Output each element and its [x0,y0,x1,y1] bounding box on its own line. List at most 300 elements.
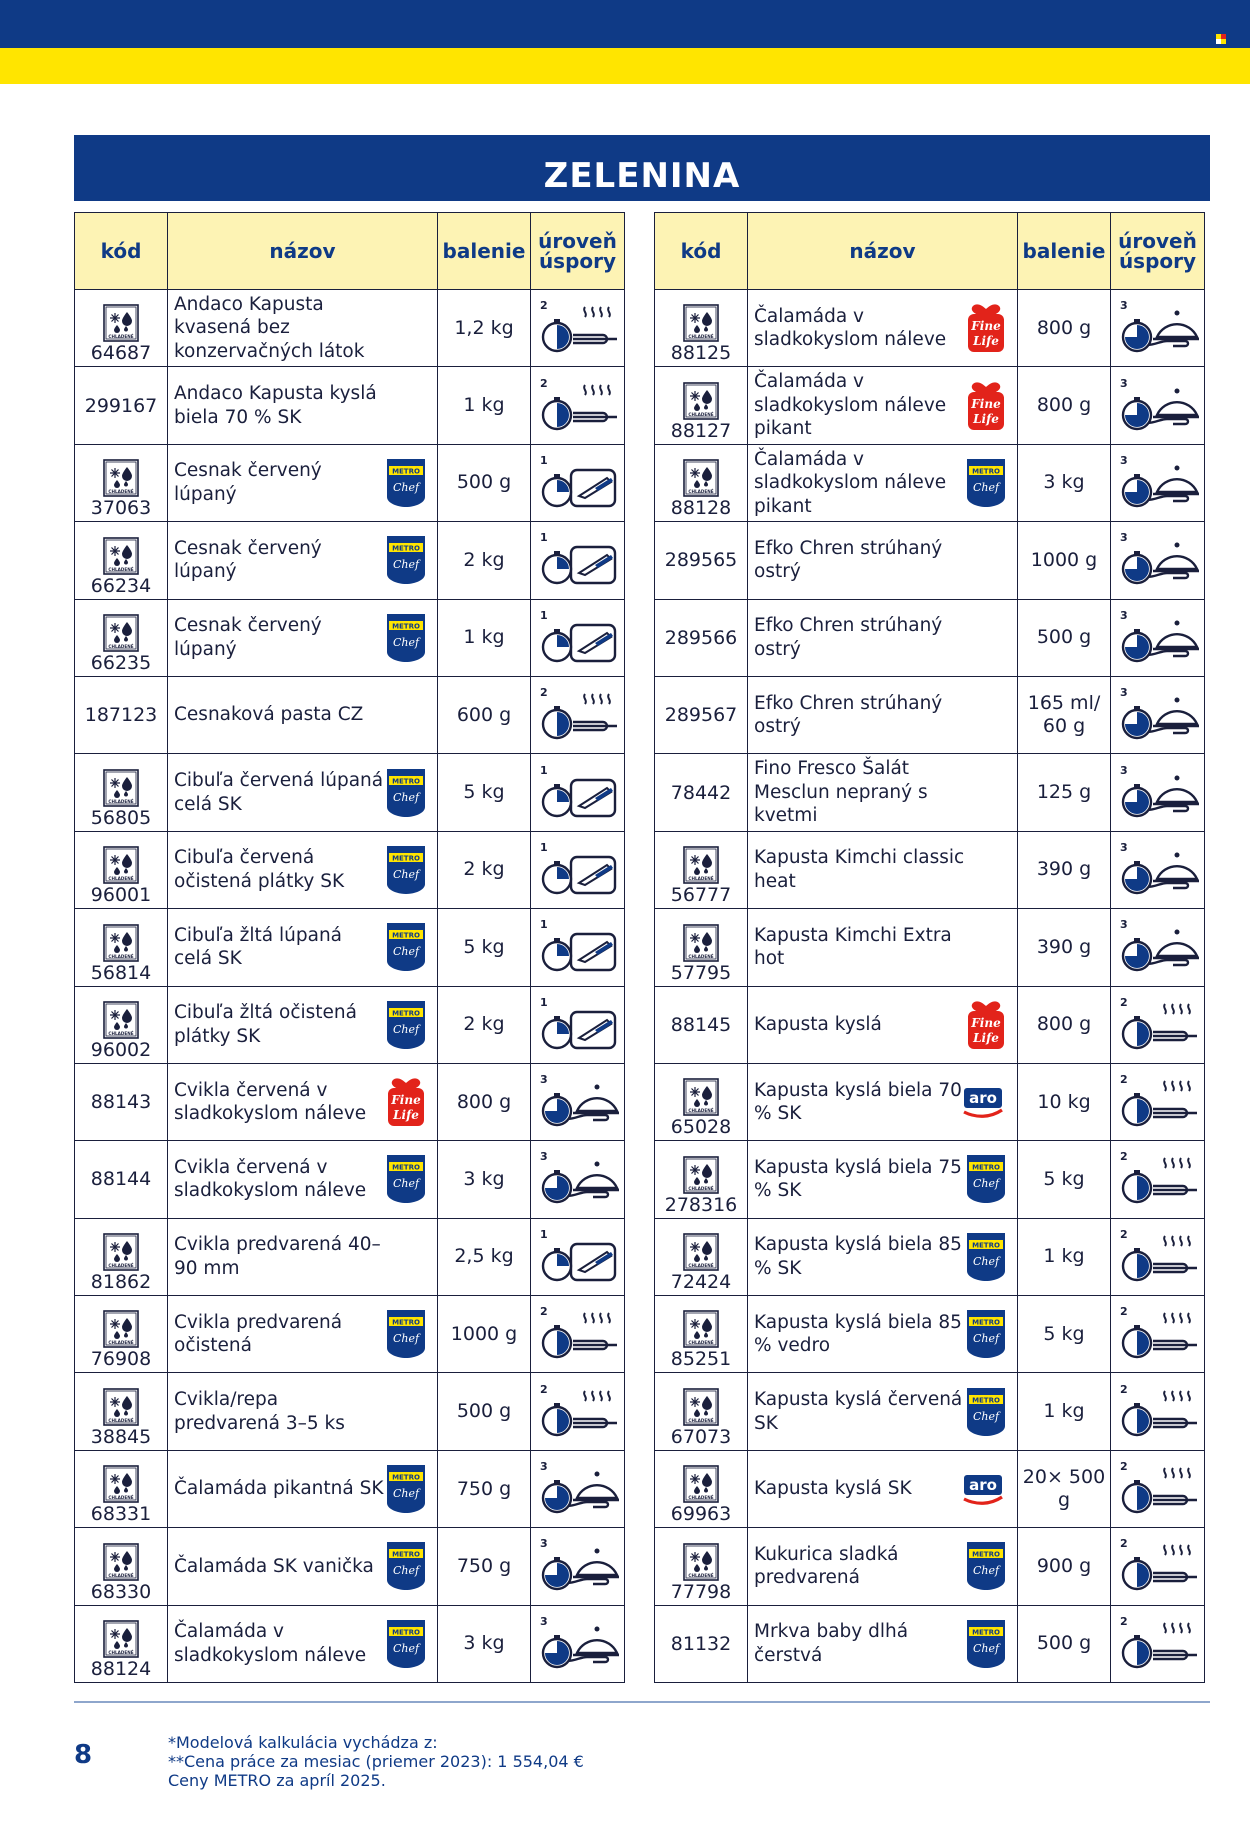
svg-text:METRO: METRO [392,854,420,863]
savings-level-cell [1111,1296,1205,1373]
savings-level-cell [531,522,625,599]
product-code: 37063 [90,497,152,520]
svg-text:2: 2 [1119,1382,1128,1396]
product-name-cell [168,367,438,444]
product-pack: 800 g [1018,986,1111,1063]
savings-level-2-icon [537,375,619,437]
chilled-icon [683,1310,719,1348]
savings-level-1-icon [537,529,619,591]
savings-level-cell [531,1605,625,1682]
metro-chef-logo [385,999,427,1051]
product-name-cell [748,676,1018,753]
svg-text:Fine: Fine [971,396,1001,411]
product-code: 66235 [90,651,152,674]
savings-level-3-icon [1117,452,1199,514]
svg-text:1: 1 [539,1227,548,1241]
savings-level-2-icon [537,1381,619,1443]
top-banner-blue [0,0,1250,48]
footer-divider [74,1701,1210,1703]
savings-level-cell [1111,986,1205,1063]
savings-level-3-icon [537,1148,619,1210]
table-row [75,1296,625,1373]
svg-text:3: 3 [1119,608,1128,622]
product-name-cell [168,1528,438,1605]
table-row [655,1450,1205,1527]
product-code-cell [655,1063,748,1140]
svg-text:Chef: Chef [392,1641,420,1655]
savings-level-cell [1111,367,1205,444]
savings-level-cell [1111,1063,1205,1140]
product-code: 187123 [84,704,158,727]
table-row [655,1373,1205,1450]
chilled-icon [103,1543,139,1581]
svg-text:1: 1 [539,763,548,777]
savings-level-1-icon [537,839,619,901]
section-title: ZELENINA [74,135,1210,201]
product-name-cell [748,599,1018,676]
product-table-left [74,212,625,1683]
savings-level-cell [1111,444,1205,521]
savings-level-2-icon [1117,1303,1199,1365]
metro-chef-logo [385,844,427,896]
svg-text:Chef: Chef [392,945,420,959]
product-name: Kapusta Kimchi classic heat [754,847,965,892]
table-row [75,290,625,367]
header-code: kód [75,213,168,290]
product-name: Kapusta Kimchi Extra hot [754,924,952,970]
header-pack: balenie [1018,213,1111,290]
savings-level-cell [531,1450,625,1527]
product-pack: 800 g [438,1063,531,1140]
savings-level-3-icon [1117,529,1199,591]
product-name-cell [168,831,438,908]
product-code: 56814 [90,961,152,984]
savings-level-cell [531,831,625,908]
product-name: Kukurica sladká predvarená [754,1543,899,1589]
product-pack: 125 g [1018,754,1111,831]
product-pack: 600 g [438,676,531,753]
product-name: Cvikla červená v sladkokyslom náleve [174,1079,367,1125]
product-name-cell [748,1218,1018,1295]
savings-level-2-icon [537,1303,619,1365]
svg-text:2: 2 [1119,1227,1128,1241]
table-row [75,831,625,908]
header-pack: balenie [438,213,531,290]
savings-level-1-icon [537,607,619,669]
svg-text:1: 1 [539,995,548,1009]
product-code: 88128 [670,497,732,520]
svg-text:3: 3 [1119,376,1128,390]
product-name-cell [168,444,438,521]
savings-level-cell [531,367,625,444]
svg-text:Chef: Chef [392,480,420,494]
svg-text:3: 3 [1119,299,1128,313]
product-pack: 750 g [438,1450,531,1527]
product-name-cell [748,754,1018,831]
table-row [75,1450,625,1527]
chilled-icon [103,1465,139,1503]
product-code-cell [655,754,748,831]
header-level: úroveň úspory [1111,213,1205,290]
table-row [75,1373,625,1450]
savings-level-cell [531,986,625,1063]
product-code-cell [75,290,168,367]
svg-text:CHLADENÉ: CHLADENÉ [108,566,134,572]
product-name-cell [168,1218,438,1295]
savings-level-2-icon [1117,1071,1199,1133]
svg-text:CHLADENÉ: CHLADENÉ [688,411,714,417]
svg-text:METRO: METRO [972,1396,1000,1405]
product-name-cell [168,1605,438,1682]
svg-text:CHLADENÉ: CHLADENÉ [688,334,714,340]
table-row [75,1528,625,1605]
product-pack: 1 kg [1018,1218,1111,1295]
savings-level-cell [1111,1605,1205,1682]
metro-chef-logo [385,457,427,509]
product-name: Cesnak červený lúpaný [174,460,322,505]
product-code-cell [655,909,748,986]
product-code-cell [655,1218,748,1295]
product-name: Čalamáda pikantná SK [174,1478,384,1500]
product-name: Kapusta kyslá biela 85 % vedro [754,1311,962,1357]
product-name: Cesnaková pasta CZ [174,704,364,726]
product-code-cell [655,831,748,908]
savings-level-1-icon [537,994,619,1056]
savings-level-3-icon [537,1613,619,1675]
savings-level-2-icon [1117,1148,1199,1210]
footnote-3: Ceny METRO za apríl 2025. [168,1771,386,1790]
metro-chef-logo [965,1153,1007,1205]
savings-level-2-icon [537,297,619,359]
svg-text:CHLADENÉ: CHLADENÉ [688,1340,714,1346]
svg-text:3: 3 [1119,686,1128,700]
product-name-cell [748,909,1018,986]
product-code: 78442 [670,781,732,804]
savings-level-cell [1111,754,1205,831]
product-code: 66234 [90,574,152,597]
svg-text:CHLADENÉ: CHLADENÉ [688,876,714,882]
product-pack: 3 kg [1018,444,1111,521]
savings-level-cell [531,1141,625,1218]
product-name-cell [168,1450,438,1527]
product-code: 56805 [90,806,152,829]
aro-logo [955,1076,1011,1128]
chilled-icon [683,382,719,420]
svg-text:3: 3 [1119,840,1128,854]
product-name-cell [168,599,438,676]
svg-text:METRO: METRO [392,467,420,476]
product-code-cell [75,1063,168,1140]
product-code: 68331 [90,1503,152,1526]
product-name-cell [168,754,438,831]
svg-text:CHLADENÉ: CHLADENÉ [688,953,714,959]
svg-text:Chef: Chef [972,1332,1000,1346]
table-header-row [655,213,1205,290]
savings-level-cell [531,676,625,753]
table-row [655,1528,1205,1605]
product-pack: 2 kg [438,831,531,908]
product-code-cell [75,754,168,831]
savings-level-cell [1111,1450,1205,1527]
svg-text:2: 2 [1119,1537,1128,1551]
product-code-cell [655,290,748,367]
product-code: 38845 [90,1425,152,1448]
svg-text:CHLADENÉ: CHLADENÉ [108,798,134,804]
svg-text:Chef: Chef [392,635,420,649]
product-name: Čalamáda v sladkokyslom náleve [754,305,947,351]
svg-text:1: 1 [539,918,548,932]
product-name: Čalamáda v sladkokyslom náleve pikant [754,371,947,440]
svg-text:Fine: Fine [391,1093,421,1108]
svg-text:METRO: METRO [392,544,420,553]
product-pack: 1 kg [438,367,531,444]
svg-text:Chef: Chef [392,867,420,881]
aro-logo [955,1463,1011,1515]
svg-text:Chef: Chef [972,1409,1000,1423]
savings-level-1-icon [537,916,619,978]
product-name-cell [168,676,438,753]
product-name-cell [168,1296,438,1373]
product-name: Kapusta kyslá biela 85 % SK [754,1234,962,1279]
product-code-cell [655,1528,748,1605]
product-pack: 2,5 kg [438,1218,531,1295]
product-pack: 5 kg [1018,1141,1111,1218]
product-pack: 800 g [1018,367,1111,444]
savings-level-cell [1111,831,1205,908]
svg-text:2: 2 [1119,1073,1128,1087]
svg-text:CHLADENÉ: CHLADENÉ [108,1417,134,1423]
svg-text:METRO: METRO [972,1318,1000,1327]
product-code: 96001 [90,884,152,907]
product-name-cell [748,367,1018,444]
svg-text:CHLADENÉ: CHLADENÉ [108,1495,134,1501]
table-row [655,290,1205,367]
svg-text:CHLADENÉ: CHLADENÉ [688,1417,714,1423]
product-name-cell [168,522,438,599]
svg-text:Chef: Chef [392,1564,420,1578]
product-name-cell [748,1528,1018,1605]
table-row [655,754,1205,831]
product-code-cell [655,367,748,444]
product-name: Cibuľa žltá lúpaná celá SK [174,924,343,970]
product-name-cell [748,290,1018,367]
savings-level-cell [531,754,625,831]
product-code-cell [75,444,168,521]
svg-text:Chef: Chef [392,790,420,804]
header-code: kód [655,213,748,290]
svg-text:2: 2 [539,686,548,700]
chilled-icon [103,1233,139,1271]
product-code-cell [75,1605,168,1682]
svg-text:CHLADENÉ: CHLADENÉ [108,876,134,882]
chilled-icon [103,537,139,575]
svg-text:CHLADENÉ: CHLADENÉ [108,489,134,495]
table-row [75,367,625,444]
metro-chef-logo [385,1618,427,1670]
svg-text:METRO: METRO [392,931,420,940]
svg-text:aro: aro [969,1089,997,1108]
table-row [75,1605,625,1682]
product-name-cell [168,1141,438,1218]
product-code-cell [75,1450,168,1527]
metro-chef-logo [385,1463,427,1515]
product-name: Čalamáda v sladkokyslom náleve [174,1621,367,1666]
product-name: Efko Chren strúhaný ostrý [754,537,943,583]
svg-text:CHLADENÉ: CHLADENÉ [688,489,714,495]
svg-text:Chef: Chef [972,1641,1000,1655]
product-name: Kapusta kyslá červená SK [754,1389,963,1434]
product-code: 76908 [90,1348,152,1371]
product-pack: 3 kg [438,1605,531,1682]
product-code: 96002 [90,1038,152,1061]
chilled-icon [103,1310,139,1348]
svg-text:3: 3 [539,1614,548,1628]
product-name: Efko Chren strúhaný ostrý [754,692,943,738]
fine-life-logo [385,1076,427,1128]
metro-chef-logo [385,921,427,973]
svg-text:CHLADENÉ: CHLADENÉ [108,1572,134,1578]
product-name: Cibuľa červená očistená plátky SK [174,847,345,892]
svg-text:METRO: METRO [972,1628,1000,1637]
product-code: 65028 [670,1116,732,1139]
product-code: 64687 [90,342,152,365]
svg-text:Life: Life [973,411,999,426]
product-code-cell [655,599,748,676]
svg-text:CHLADENÉ: CHLADENÉ [108,643,134,649]
product-code: 88143 [90,1091,152,1114]
svg-text:METRO: METRO [392,622,420,631]
product-code-cell [75,676,168,753]
table-row [655,831,1205,908]
top-banner-yellow [0,48,1250,84]
product-code: 299167 [84,394,158,417]
chilled-icon [683,846,719,884]
chilled-icon [103,1001,139,1039]
svg-text:METRO: METRO [392,777,420,786]
product-name: Andaco Kapusta kvasená bez konzervačných látok [174,293,365,362]
product-code-cell [655,986,748,1063]
product-name: Cvikla/repa predvarená 3–5 ks [174,1389,345,1434]
product-name: Kapusta kyslá SK [754,1478,912,1500]
savings-level-3-icon [1117,607,1199,669]
product-code-cell [75,599,168,676]
svg-text:2: 2 [539,1382,548,1396]
chilled-icon [103,769,139,807]
savings-level-3-icon [1117,297,1199,359]
table-header-row [75,213,625,290]
svg-text:Life: Life [393,1108,419,1123]
product-pack: 1000 g [1018,522,1111,599]
savings-level-cell [531,290,625,367]
svg-text:Life: Life [973,334,999,349]
product-pack: 3 kg [438,1141,531,1218]
svg-text:Chef: Chef [972,1177,1000,1191]
savings-level-2-icon [1117,1613,1199,1675]
savings-level-cell [1111,1218,1205,1295]
metro-chef-logo [385,1308,427,1360]
table-row [655,522,1205,599]
table-row [75,522,625,599]
product-pack: 390 g [1018,831,1111,908]
product-code-cell [655,1141,748,1218]
product-code-cell [75,367,168,444]
product-name: Cesnak červený lúpaný [174,615,322,660]
product-code-cell [655,1373,748,1450]
savings-level-1-icon [537,762,619,824]
chilled-icon [683,1543,719,1581]
table-row [655,599,1205,676]
savings-level-cell [1111,522,1205,599]
svg-text:Chef: Chef [392,1177,420,1191]
svg-text:2: 2 [539,376,548,390]
product-name: Efko Chren strúhaný ostrý [754,615,943,660]
table-row [75,599,625,676]
product-pack: 500 g [438,444,531,521]
savings-level-cell [1111,290,1205,367]
svg-text:2: 2 [1119,1614,1128,1628]
fine-life-logo [965,302,1007,354]
product-code-cell [655,522,748,599]
svg-text:1: 1 [539,453,548,467]
product-name: Cibuľa červená lúpaná celá SK [174,770,384,815]
product-pack: 750 g [438,1528,531,1605]
product-name: Cvikla predvarená 40–90 mm [174,1234,381,1279]
page-number: 8 [74,1740,93,1770]
chilled-icon [683,1465,719,1503]
product-name-cell [168,1063,438,1140]
table-row [655,444,1205,521]
footnote-1: *Modelová kalkulácia vychádza z: [168,1733,438,1752]
savings-level-cell [1111,676,1205,753]
product-name-cell [748,522,1018,599]
product-code: 88125 [670,342,732,365]
product-code: 81132 [670,1632,732,1655]
svg-text:1: 1 [539,608,548,622]
savings-level-cell [531,444,625,521]
chilled-icon [683,459,719,497]
product-code-cell [75,1373,168,1450]
svg-text:Fine: Fine [971,1015,1001,1030]
svg-text:CHLADENÉ: CHLADENÉ [108,1030,134,1036]
savings-level-cell [531,599,625,676]
svg-text:CHLADENÉ: CHLADENÉ [688,1108,714,1114]
product-name-cell [168,909,438,986]
svg-text:3: 3 [539,1537,548,1551]
savings-level-cell [531,1218,625,1295]
svg-text:Fine: Fine [971,319,1001,334]
svg-text:CHLADENÉ: CHLADENÉ [108,1263,134,1269]
svg-text:METRO: METRO [972,1163,1000,1172]
svg-text:METRO: METRO [392,1009,420,1018]
svg-text:2: 2 [539,299,548,313]
product-code: 289566 [664,626,738,649]
product-pack: 2 kg [438,986,531,1063]
savings-level-cell [1111,1528,1205,1605]
product-name: Kapusta kyslá [754,1013,882,1035]
svg-text:Chef: Chef [972,1254,1000,1268]
corner-logo-icon [1216,34,1226,44]
metro-chef-logo [385,767,427,819]
savings-level-3-icon [537,1071,619,1133]
savings-level-1-icon [537,452,619,514]
product-name: Cesnak červený lúpaný [174,537,322,583]
svg-text:CHLADENÉ: CHLADENÉ [108,953,134,959]
svg-text:3: 3 [1119,453,1128,467]
product-name: Čalamáda SK vanička [174,1555,374,1577]
chilled-icon [683,924,719,962]
product-pack: 500 g [438,1373,531,1450]
product-code-cell [655,1605,748,1682]
